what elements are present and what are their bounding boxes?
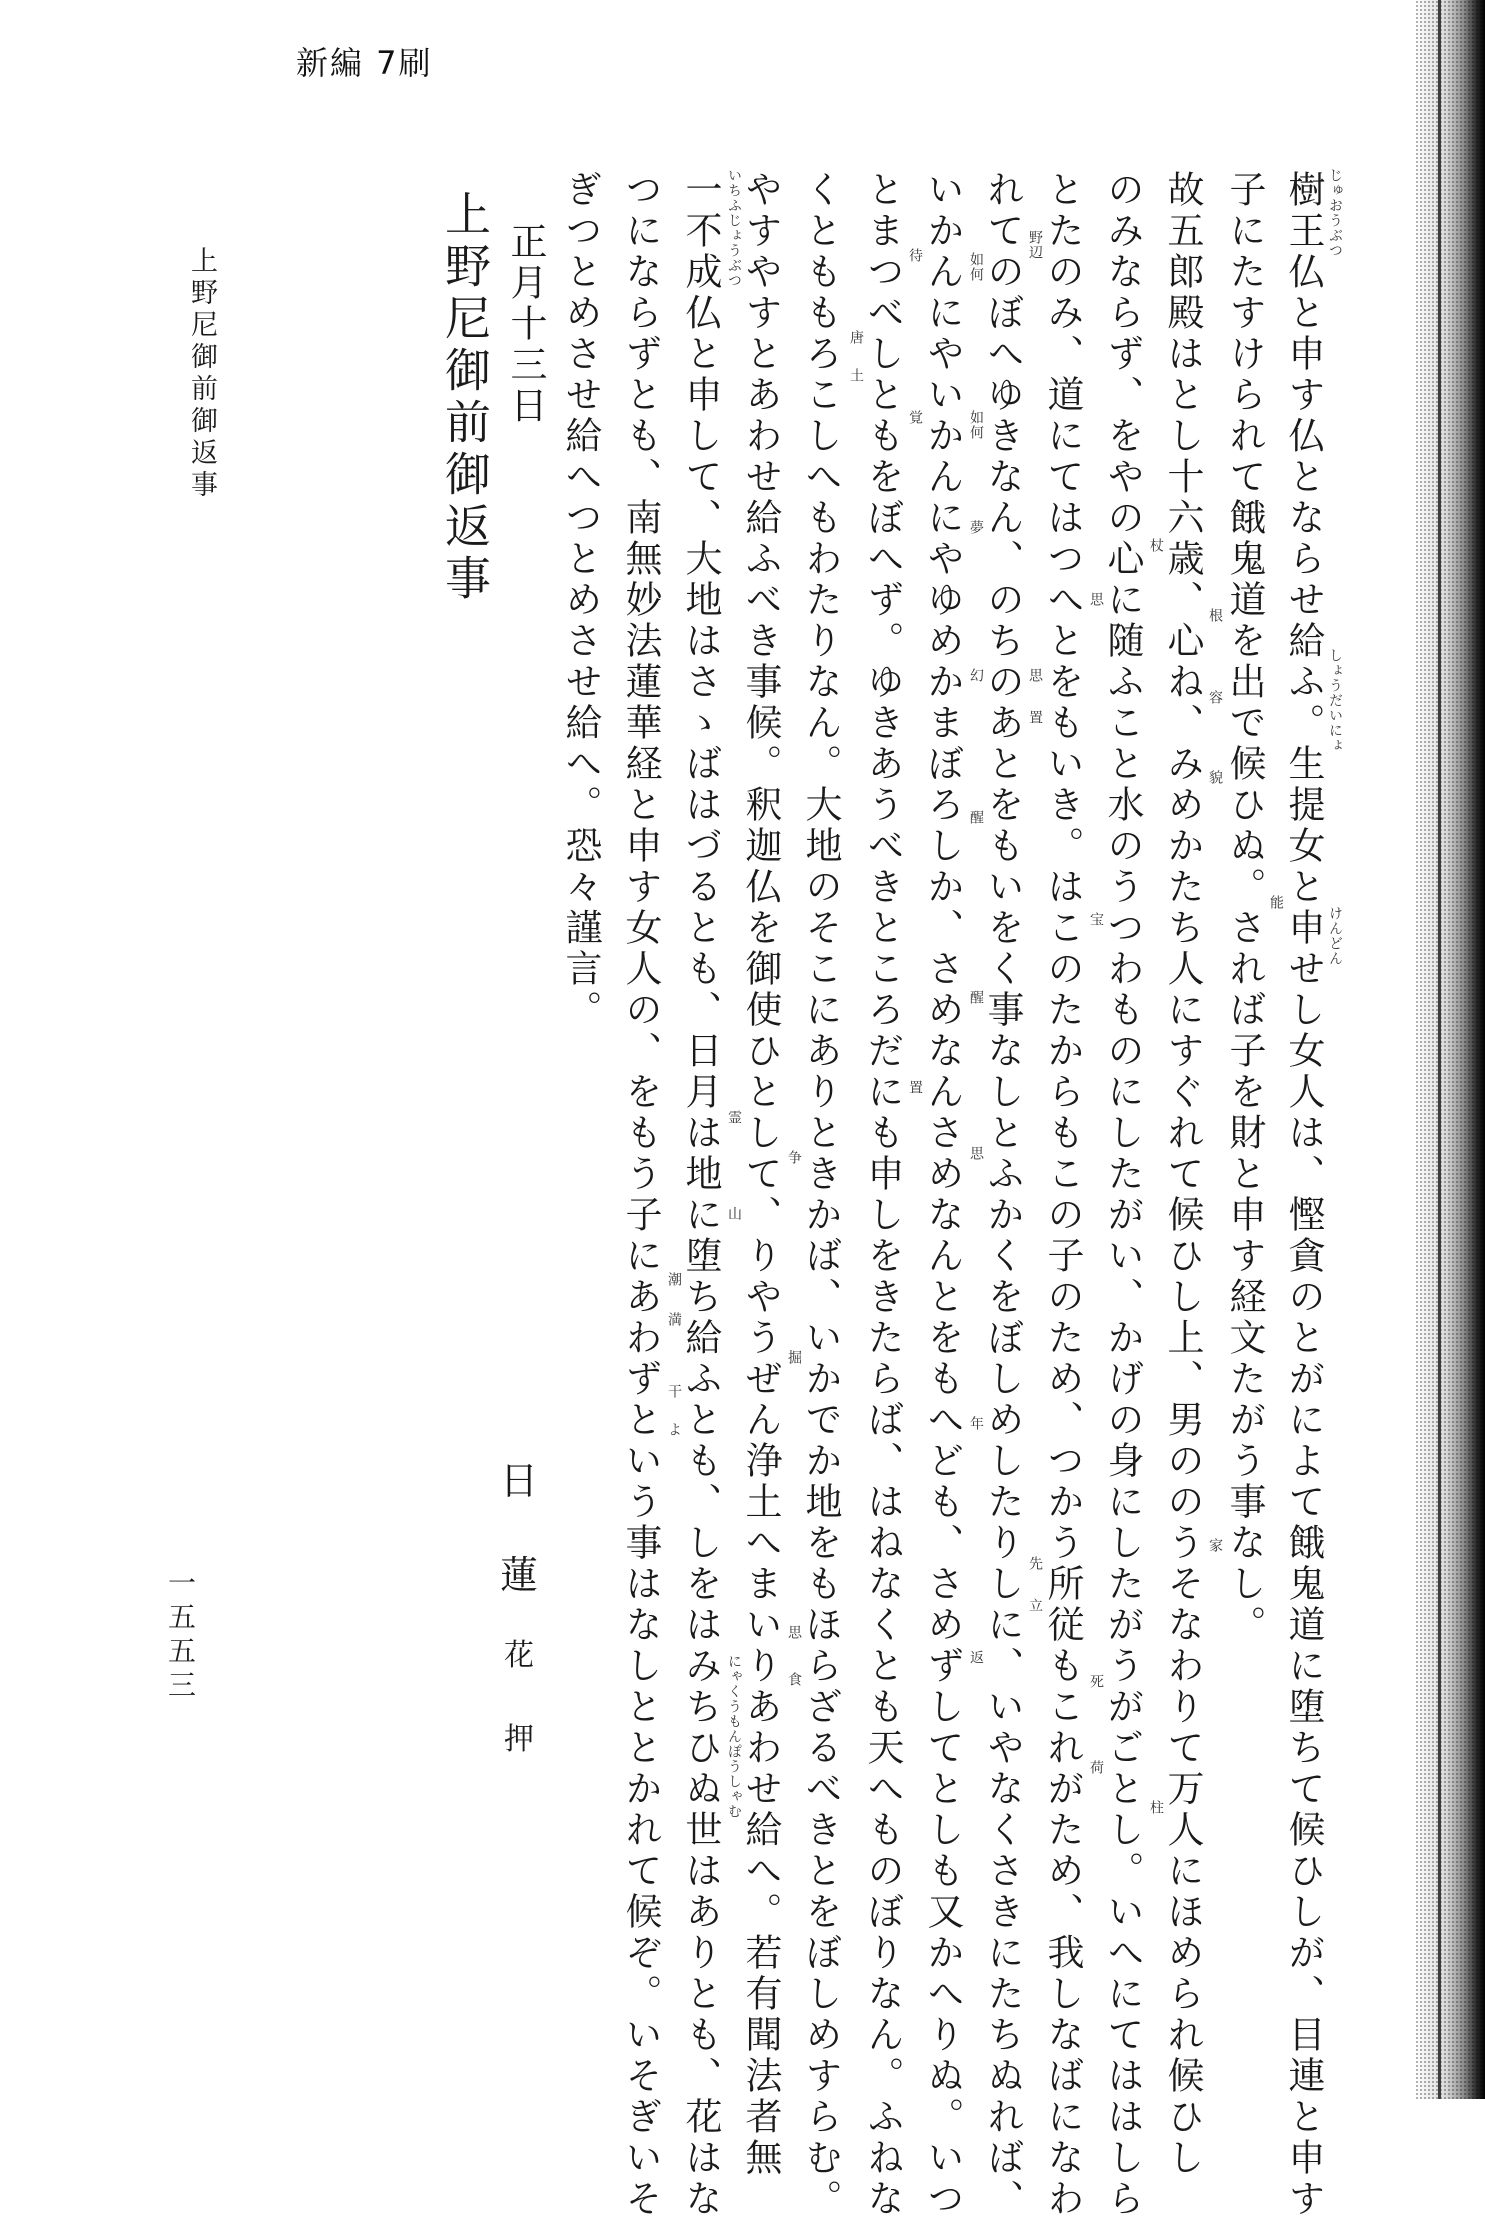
furigana: 掘 [786,1350,802,1365]
body-line-10: やすやすとあわせ給ふべき事候。釈迦仏を御使ひとして、りやうぜん浄土へまいりあわせ給へ。若有聞法者無 [739,170,782,2179]
furigana: 醒 [968,810,984,825]
body-line-12: つにならずとも、南無妙法蓮華経と申す女人の、をもう子にあわずという事はなしととかれて候ぞ。いそぎいそ [619,170,662,2220]
furigana: 食 [786,1672,802,1687]
furigana: 根 [1207,608,1223,623]
furigana: 貌 [1207,770,1223,785]
furigana: しょうだいにょ [1327,648,1343,753]
furigana: 置 [1027,710,1043,725]
furigana: いちふじょうぶつ [726,168,742,288]
furigana: 宝 [1088,912,1104,927]
sender-char: 押 [504,1722,534,1757]
binding-edge-line [1438,0,1441,2099]
furigana: 立 [1027,1598,1043,1613]
furigana: よ [666,1422,682,1437]
letter-sender [494,1450,544,1758]
furigana: 待 [907,248,923,263]
body-line-4: のみならず、をやの心に随ふこと水のうつわものにしたがい、かげの身にしたがうがごとし。いへにてははしら [1101,170,1144,2220]
furigana: 山 [726,1206,742,1221]
furigana: 荷 [1088,1760,1104,1775]
furigana: 思 [968,1146,984,1161]
sender-char: 日 [499,1459,538,1503]
furigana: 思 [786,1625,802,1640]
furigana: 先 [1027,1556,1043,1571]
body-line-8: とまつべしともをぼへず。ゆきあうべきところだにも申しをきたらば、はねなくとも天へものぼりなん。ふねな [861,170,904,2220]
furigana: 唐 [848,330,864,345]
sender-char: 蓮 [499,1553,538,1597]
furigana: 醒 [968,990,984,1005]
body-line-5: とたのみ、道にてはつへとをもいき。はこのたからもこの子のため、つかう所従もこれがため、我しなばになわ [1041,170,1084,2220]
furigana: 杖 [1148,538,1164,553]
body-line-3: 故五郎殿はとし十六歳、心ね、みめかたち人にすぐれて候ひし上、男ののうそなわりて万人にほめられ候ひし [1161,170,1204,2179]
furigana: 如何 [968,410,984,440]
furigana: 置 [907,1080,923,1095]
body-line-13: ぎつとめさせ給へつとめさせ給へ。恐々謹言。 [559,170,602,1031]
furigana: 返 [968,1650,984,1665]
body-line-11: 一不成仏と申して、大地はさゝばはづるとも、日月は地に堕ち給ふとも、しをはみちひぬ世はありとも、花はな [679,170,722,2220]
furigana: 柱 [1148,1800,1164,1815]
edition-label: 新編 7刷 [296,44,433,82]
sender-char: 花 [504,1638,534,1673]
furigana: 干 [666,1384,682,1399]
furigana: 夢 [968,520,984,535]
furigana: 野辺 [1027,230,1043,260]
furigana: 死 [1088,1674,1104,1689]
body-line-1: 樹王仏と申す仏とならせ給ふ。生提女と申せし女人は、慳貪のとがによて餓鬼道に堕ちて候ひしが、目連と申す [1282,170,1325,2220]
furigana: 能 [1268,895,1284,910]
furigana: 争 [786,1150,802,1165]
body-line-7: いかんにやいかんにやゆめかまぼろしか、さめなんさめなんとをもへども、さめずしてとしも又かへりぬ。いつ [921,170,964,2220]
furigana: 幻 [968,668,984,683]
furigana: 霊 [726,1110,742,1125]
furigana: 覚 [907,410,923,425]
furigana: 土 [848,368,864,383]
furigana: にゃくうもんぽうしゃむ [726,1654,742,1819]
furigana: 容 [1207,690,1223,705]
furigana: 年 [968,1416,984,1431]
book-binding-shadow [1415,0,1485,2099]
body-line-9: くとももろこしへもわたりなん。大地のそこにありときかば、いかでか地をもほらざるべきとをぼしめすらむ。 [799,170,842,2220]
running-title: 上野尼御前御返事 [186,246,217,502]
letter-addressee: 上野尼御前御返事 [438,190,492,606]
letter-date: 正月十三日 [504,222,547,427]
furigana: 潮 [666,1272,682,1287]
furigana: 如何 [968,252,984,282]
body-line-2: 子にたすけられて餓鬼道を出で候ひぬ。されば子を財と申す経文たがう事なし。 [1223,170,1266,1646]
furigana: 思 [1088,592,1104,607]
furigana: 満 [666,1312,682,1327]
furigana: じゅおうぶつ [1327,168,1343,258]
furigana: けんどん [1327,906,1343,966]
page-number: 一五五三 [164,1568,197,1704]
furigana: 家 [1207,1538,1223,1553]
body-line-6: れてのぼへゆきなん、のちのあとをもいをく事なしとふかくをぼしめしたりしに、いやなくさきにたちぬれば、 [981,170,1024,2220]
furigana: 思 [1027,668,1043,683]
